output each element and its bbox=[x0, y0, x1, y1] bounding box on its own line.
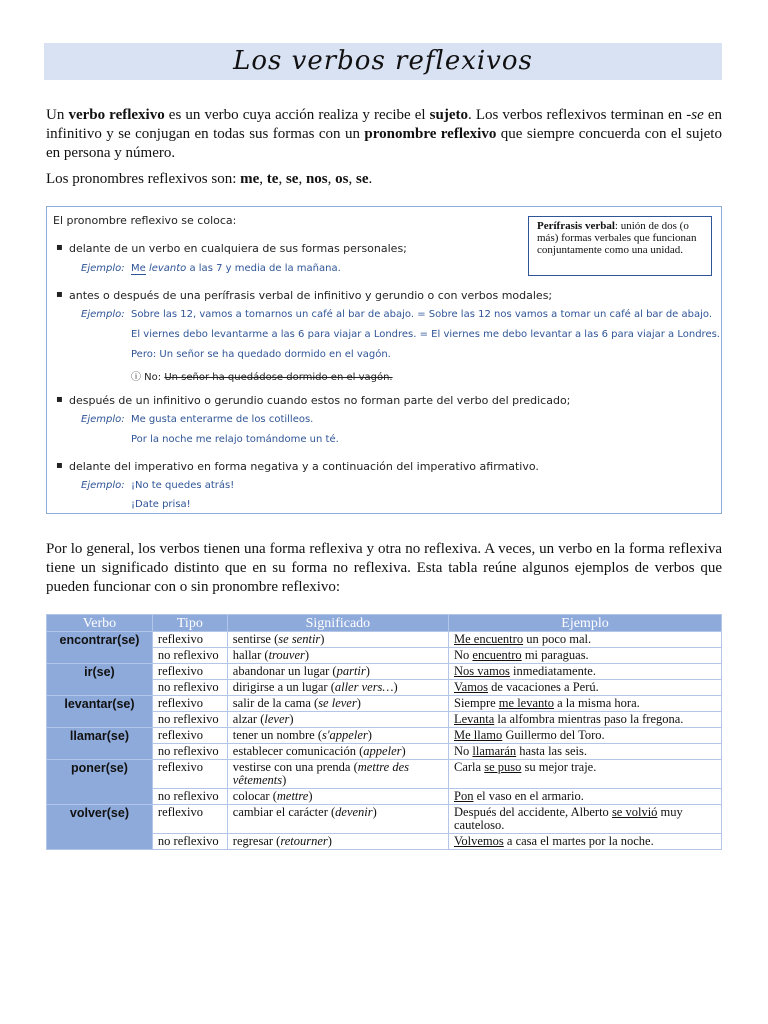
significado-cell: tener un nombre (s'appeler) bbox=[227, 728, 448, 744]
rule-4-example-2: ¡Date prisa! bbox=[131, 499, 191, 510]
significado-cell: alzar (lever) bbox=[227, 712, 448, 728]
verb-cell: poner(se) bbox=[47, 760, 153, 805]
rule-2-example-4: ⓘ No: Un señor ha quedádose dormido en el vagón. bbox=[131, 372, 393, 383]
significado-cell: regresar (retourner) bbox=[227, 834, 448, 850]
table-row bbox=[47, 632, 722, 648]
significado-cell: sentirse (se sentir) bbox=[227, 632, 448, 648]
box-heading: El pronombre reflexivo se coloca: bbox=[53, 214, 237, 227]
tipo-cell: reflexivo bbox=[152, 664, 227, 680]
ejemplo-cell: Vamos de vacaciones a Perú. bbox=[449, 680, 722, 696]
significado-cell: colocar (mettre) bbox=[227, 789, 448, 805]
rule-3-example-1: Ejemplo: Me gusta enterarme de los cotilleos. bbox=[81, 414, 314, 425]
column-header: Ejemplo bbox=[449, 615, 722, 632]
rule-2-example-3: Pero: Un señor se ha quedado dormido en el vagón. bbox=[131, 349, 391, 360]
tipo-cell: reflexivo bbox=[152, 805, 227, 834]
table-header-row bbox=[47, 615, 722, 632]
ejemplo-cell: Volvemos a casa el martes por la noche. bbox=[449, 834, 722, 850]
intro-paragraph: Un verbo reflexivo es un verbo cuya acción realiza y recibe el sujeto. Los verbos reflexivos terminan en -se en infinitivo y se conjugan en todas sus formas con un pronombre reflexivo que siempre concuerda con el sujeto en persona y número. bbox=[46, 107, 722, 161]
ejemplo-cell: Carla se puso su mejor traje. bbox=[449, 760, 722, 789]
intro bbox=[46, 106, 722, 196]
table-row bbox=[47, 664, 722, 680]
significado-cell: vestirse con una prenda (mettre des vêtements) bbox=[227, 760, 448, 789]
rule-3-example-2: Por la noche me relajo tomándome un té. bbox=[131, 434, 339, 445]
ejemplo-cell: Nos vamos inmediatamente. bbox=[449, 664, 722, 680]
tipo-cell: reflexivo bbox=[152, 696, 227, 712]
verb-cell: encontrar(se) bbox=[47, 632, 153, 664]
column-header: Verbo bbox=[47, 615, 153, 632]
rule-1-example: Ejemplo: Me levanto a las 7 y media de la mañana. bbox=[81, 263, 341, 274]
ejemplo-cell: Después del accidente, Alberto se volvió muy cauteloso. bbox=[449, 805, 722, 834]
table-row bbox=[47, 696, 722, 712]
page-title: Los verbos reflexivos bbox=[44, 43, 722, 80]
rule-2-example-1: Ejemplo: Sobre las 12, vamos a tomarnos un café al bar de abajo. = Sobre las 12 nos vamos a tomar un café al bar de abajo. bbox=[81, 309, 713, 320]
definition-box: Perífrasis verbal: unión de dos (o más) formas verbales que funcionan conjuntamente como una unidad. bbox=[528, 216, 712, 276]
tipo-cell: no reflexivo bbox=[152, 648, 227, 664]
column-header: Tipo bbox=[152, 615, 227, 632]
ejemplo-cell: Siempre me levanto a la misma hora. bbox=[449, 696, 722, 712]
tipo-cell: no reflexivo bbox=[152, 680, 227, 696]
rule-2-example-2: El viernes debo levantarme a las 6 para viajar a Londres. = El viernes me debo levantar a las 6 para viajar a Londres. bbox=[131, 329, 720, 340]
rule-4: ▪ delante del imperativo en forma negativa y a continuación del imperativo afirmativo. bbox=[69, 460, 539, 473]
placement-rules-box bbox=[46, 206, 722, 514]
tipo-cell: reflexivo bbox=[152, 760, 227, 789]
tipo-cell: reflexivo bbox=[152, 728, 227, 744]
rule-2: ▪ antes o después de una perífrasis verbal de infinitivo y gerundio o con verbos modales; bbox=[69, 289, 552, 302]
significado-cell: salir de la cama (se lever) bbox=[227, 696, 448, 712]
significado-cell: hallar (trouver) bbox=[227, 648, 448, 664]
pronouns-line: Los pronombres reflexivos son: me, te, se, nos, os, se. bbox=[46, 171, 373, 187]
ejemplo-cell: No llamarán hasta las seis. bbox=[449, 744, 722, 760]
ejemplo-cell: Me llamo Guillermo del Toro. bbox=[449, 728, 722, 744]
table-row bbox=[47, 760, 722, 789]
rule-1: ▪ delante de un verbo en cualquiera de sus formas personales; bbox=[69, 242, 407, 255]
significado-cell: cambiar el carácter (devenir) bbox=[227, 805, 448, 834]
significado-cell: establecer comunicación (appeler) bbox=[227, 744, 448, 760]
significado-cell: dirigirse a un lugar (aller vers…) bbox=[227, 680, 448, 696]
rule-3: ▪ después de un infinitivo o gerundio cuando estos no forman parte del verbo del predicado; bbox=[69, 394, 570, 407]
column-header: Significado bbox=[227, 615, 448, 632]
tipo-cell: no reflexivo bbox=[152, 834, 227, 850]
table-row bbox=[47, 728, 722, 744]
table-row bbox=[47, 805, 722, 834]
ejemplo-cell: Levanta la alfombra mientras paso la fregona. bbox=[449, 712, 722, 728]
ejemplo-cell: Me encuentro un poco mal. bbox=[449, 632, 722, 648]
ejemplo-cell: Pon el vaso en el armario. bbox=[449, 789, 722, 805]
verb-cell: llamar(se) bbox=[47, 728, 153, 760]
tipo-cell: no reflexivo bbox=[152, 744, 227, 760]
ejemplo-cell: No encuentro mi paraguas. bbox=[449, 648, 722, 664]
verbs-table bbox=[46, 614, 722, 850]
tipo-cell: reflexivo bbox=[152, 632, 227, 648]
verb-cell: volver(se) bbox=[47, 805, 153, 850]
tipo-cell: no reflexivo bbox=[152, 789, 227, 805]
tipo-cell: no reflexivo bbox=[152, 712, 227, 728]
verb-cell: ir(se) bbox=[47, 664, 153, 696]
verb-cell: levantar(se) bbox=[47, 696, 153, 728]
table-intro-paragraph: Por lo general, los verbos tienen una forma reflexiva y otra no reflexiva. A veces, un verbo en la forma reflexiva tiene un significado distinto que en su forma no reflexiva. Esta tabla reúne algunos ejemplos de verbos que pueden funcionar con o sin pronombre reflexivo: bbox=[46, 541, 722, 595]
significado-cell: abandonar un lugar (partir) bbox=[227, 664, 448, 680]
rule-4-example-1: Ejemplo: ¡No te quedes atrás! bbox=[81, 480, 235, 491]
